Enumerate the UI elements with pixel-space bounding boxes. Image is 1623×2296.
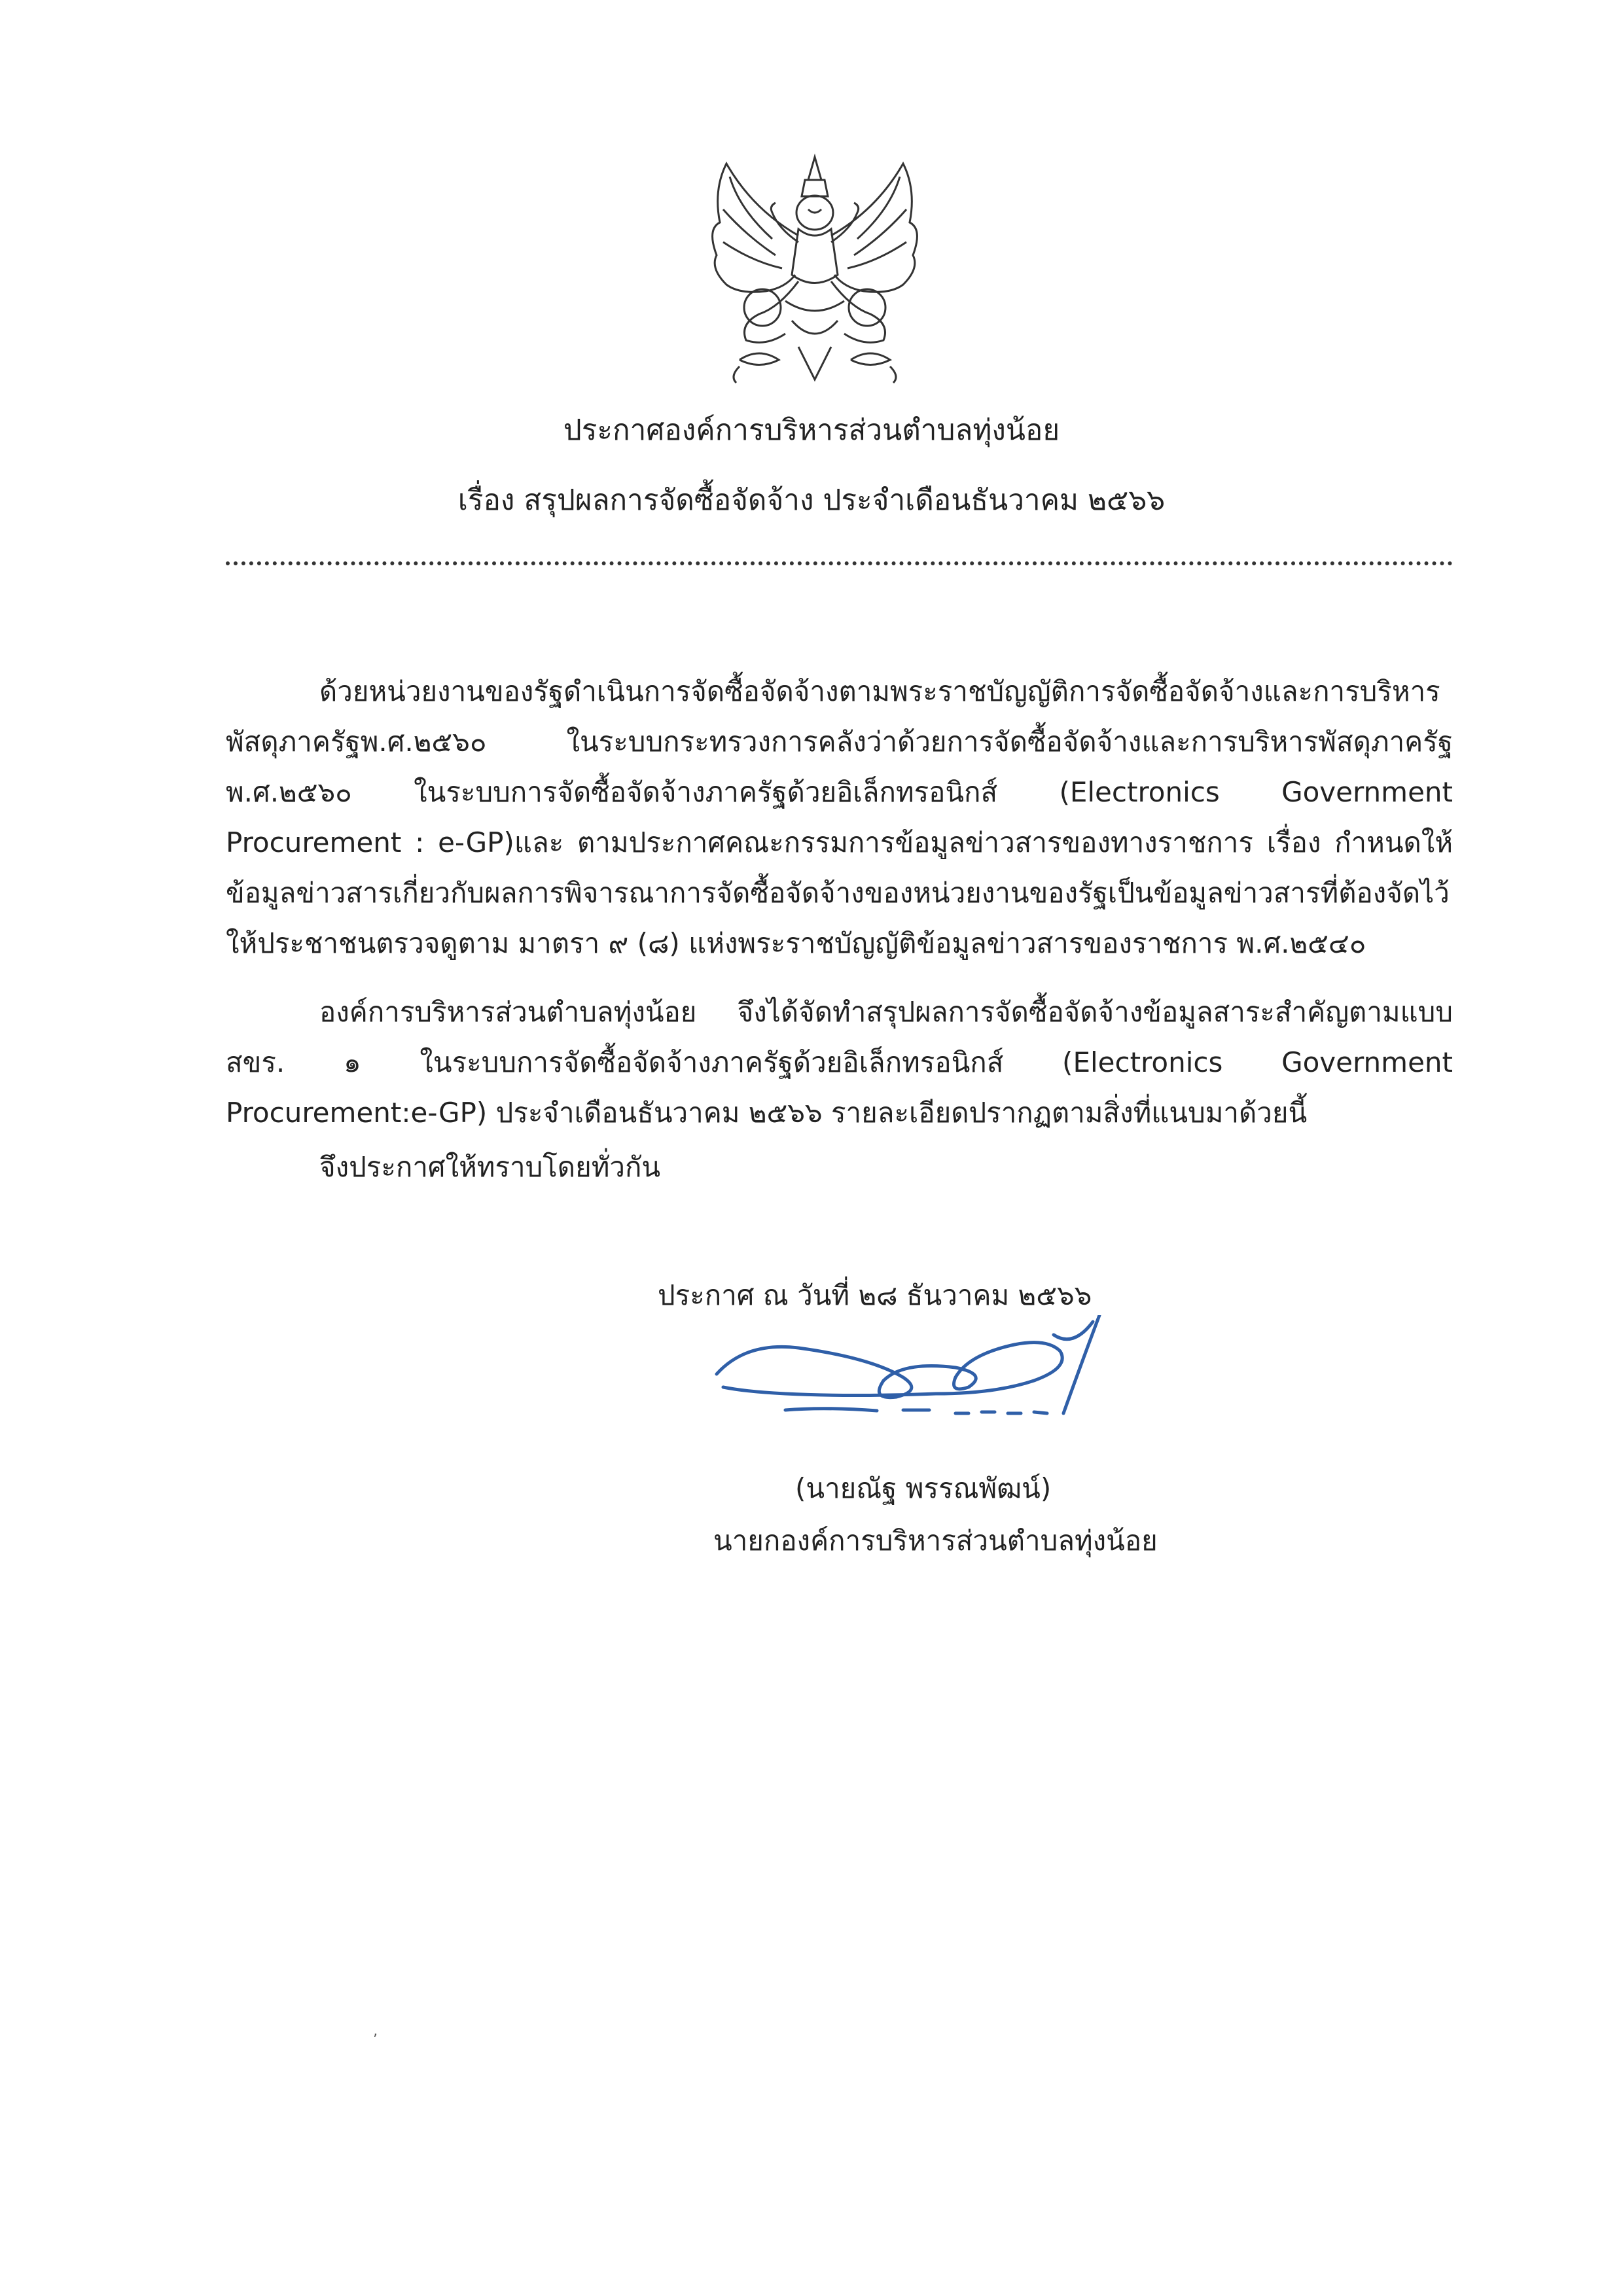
garuda-emblem-icon [700,150,929,393]
stray-mark: ʼ [373,2032,378,2048]
body-paragraph-1: ด้วยหน่วยงานของรัฐดำเนินการจัดซื้อจัดจ้างตามพระราชบัญญัติการจัดซื้อจัดจ้างและการบริหารพัสดุภาครัฐพ.ศ.๒๕๖๐ ในระบบกระทรวงการคลังว่าด้วยการจัดซื้อจัดจ้างและการบริหารพัสดุภาครัฐ พ.ศ.๒๕๖๐ ในระบบการจัดซื้อจัดจ้างภาครัฐด้วยอิเล็กทรอนิกส์ (Electronics Government Procurement : e-GP)และ ตามประกาศคณะกรรมการข้อมูลข่าวสารของทางราชการ เรื่อง กำหนดให้ข้อมูลข่าวสารเกี่ยวกับผลการพิจารณาการจัดซื้อจัดจ้างของหน่วยงานของรัฐเป็นข้อมูลข่าวสารที่ต้องจัดไว้ให้ประชาชนตรวจดูตาม มาตรา ๙ (๘) แห่งพระราชบัญญัติข้อมูลข่าวสารของราชการ พ.ศ.๒๕๔๐ [226,675,1453,959]
dotted-divider [226,561,1453,565]
announcement-subject: เรื่อง สรุปผลการจัดซื้อจัดจ้าง ประจำเดือนธันวาคม ๒๕๖๖ [457,484,1166,517]
signatory-position: นายกองค์การบริหารส่วนตำบลทุ่งน้อย [713,1525,1158,1557]
announcement-date: ประกาศ ณ วันที่ ๒๘ ธันวาคม ๒๕๖๖ [658,1279,1092,1311]
body-paragraph-2: องค์การบริหารส่วนตำบลทุ่งน้อย จึงได้จัดทำสรุปผลการจัดซื้อจัดจ้างข้อมูลสาระสำคัญตามแบบ สขร. ๑ ในระบบการจัดซื้อจัดจ้างภาครัฐด้วยอิเล็กทรอนิกส์ (Electronics Government Procurement:e-GP) ประจำเดือนธันวาคม ๒๕๖๖ รายละเอียดปรากฏตามสิ่งที่แนบมาด้วยนี้ [226,996,1453,1129]
handwritten-signature [707,1315,1165,1426]
announcement-title: ประกาศองค์การบริหารส่วนตำบลทุ่งน้อย [563,414,1060,447]
signatory-name: (นายณัฐ พรรณพัฒน์) [795,1472,1052,1504]
body-paragraph-3: จึงประกาศให้ทราบโดยทั่วกัน [319,1151,661,1183]
